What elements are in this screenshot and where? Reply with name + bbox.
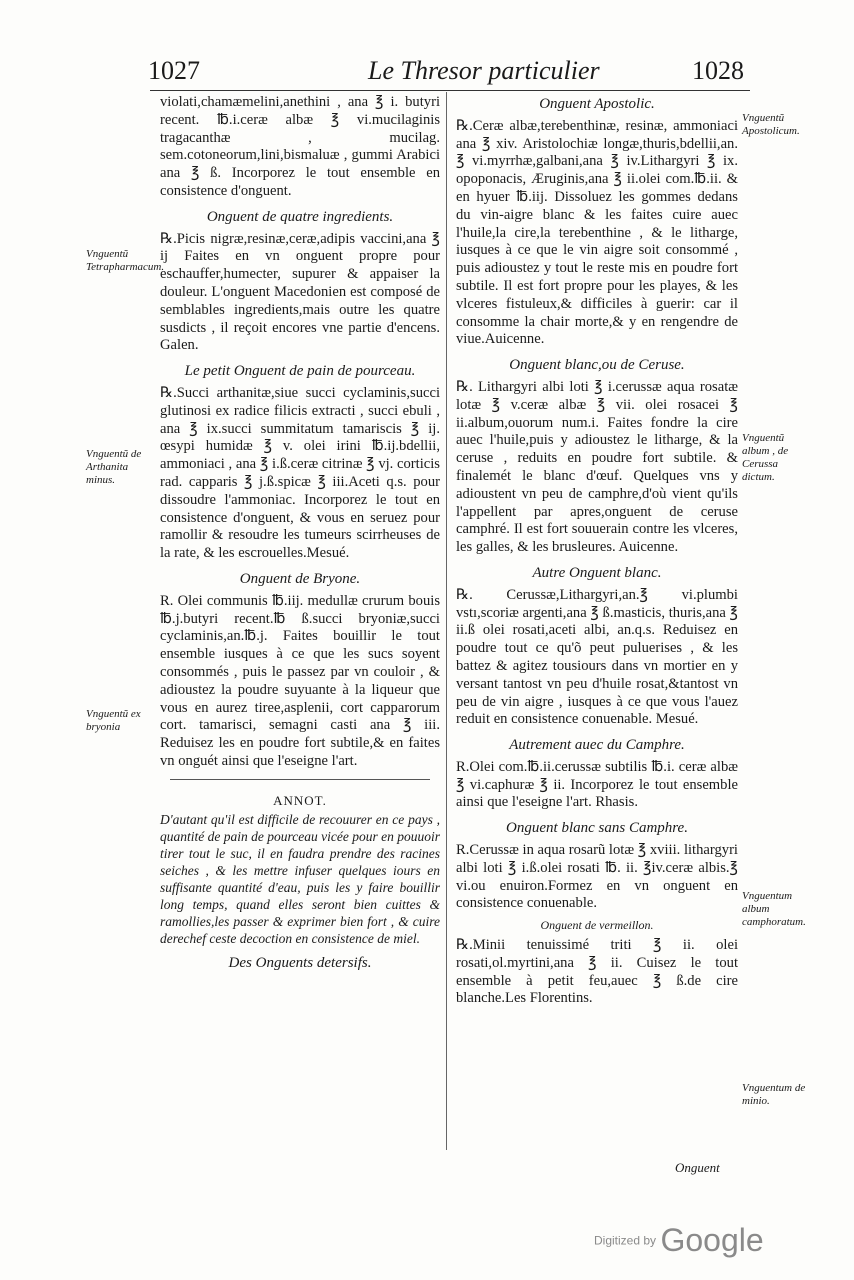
- recipe-camphre: R.Olei com.℔.ii.cerussæ subtilis ℔.i. ceræ albæ ℥ vi.caphuræ ℥ ii. Incorporez le tout ensemble ainsi que l'eseigne l'art. Rhasis.: [456, 758, 738, 811]
- heading-autre-blanc: Autre Onguent blanc.: [532, 564, 662, 581]
- margin-note-apostolicum: Vnguentũ Apostolicum.: [742, 112, 800, 137]
- heading-apostolic: Onguent Apostolic.: [539, 96, 655, 112]
- digitized-watermark: [594, 1222, 764, 1259]
- catchword: Onguent: [675, 1160, 720, 1175]
- heading-sans-camphre: Onguent blanc sans Camphre.: [506, 820, 688, 837]
- heading-camphre: Autrement auec du Camphre.: [509, 737, 685, 754]
- recipe-apostolic: ℞.Ceræ albæ,terebenthinæ, resinæ, ammoniaci ana ℥ xiv. Aristolochiæ longæ,thuris,bdellii,an. ℥ vi.myrrhæ,galbani,ana ℥ iv.Lithargyri ℥ ix. opoponacis, Æruginis,ana ℥ ii.olei com.℔.ii. & en hyuer ℔.iij. Dissoluez les gommes dedans du vin-aigre blanc & les faites cuire auec l'huile,la cire,la terebenthine , & le litharge, iusques à ce que le vin aigre soit consommé , puis adioustez y tout le reste mis en poudre fort subtile. Il est fort propre pour les playes, & les vlceres fistuleux,& difficiles à guerir: car il consomme la chair morte,& y en rengendre de viue.Auicenne.: [456, 117, 738, 348]
- right-column: [456, 94, 738, 1012]
- margin-note-camphoratum: Vnguentum album camphoratum.: [742, 890, 806, 928]
- heading-pain-de-pourceau: Le petit Onguent de pain de pourceau.: [184, 363, 416, 380]
- page-number-right: 1028: [692, 56, 744, 85]
- annotation-title: ANNOT.: [273, 792, 327, 808]
- heading-quatre-ingredients: Onguent de quatre ingredients.: [206, 208, 394, 225]
- column-divider: [446, 92, 447, 1150]
- margin-note-arthanita: Vnguentũ de Arthanita minus.: [86, 448, 142, 486]
- watermark-brand: Google: [660, 1222, 764, 1258]
- page-number-left: 1027: [148, 56, 200, 85]
- heading-vermeillon: Onguent de vermeillon.: [540, 918, 654, 933]
- margin-note-bryonia: Vnguentũ ex bryonia: [86, 708, 141, 733]
- watermark-prefix: Digitized by: [594, 1233, 657, 1248]
- recipe-vermeillon: ℞.Minii tenuissimé triti ℥ ii. olei rosati,ol.myrtini,ana ℥ ii. Cuisez le tout ensemble à petit feu,auec ℥ ß.de cire blanche.Les Florentins.: [456, 937, 738, 1007]
- heading-bryone: Onguent de Bryone.: [239, 570, 361, 587]
- recipe-pain-de-pourceau: ℞.Succi arthanitæ,siue succi cyclaminis,succi glutinosi ex radice filicis extracti , succi ebuli , ana ℥ ix.succi summitatum tamariscis ℥ ij. œsypi humidæ ℥ v. olei irini ℔.ij.bdellii, ammoniaci , ana ℥ i.ß.ceræ citrinæ ℥ vj. corticis rad. capparis ℥ j.ß.spicæ ℥ iii.Aceti q.s. pour dissoudre l'ammoniac. Incorporez le tout en consistence d'onguent, & vous en seruez pour ramollir & resoudre les tumeurs scirrheuses de la rate, & les escrouelles.Mesué.: [160, 384, 440, 562]
- annotation-separator: [170, 779, 430, 780]
- recipe-continuation: violati,chamæmelini,anethini , ana ℥ i. butyri recent. ℔.i.ceræ albæ ℥ vi.mucilaginis tragacanthæ , mucilag. sem.cotoneorum,lini,bismaluæ , gummi Arabici ana ℥ ß. Incorporez le tout ensemble en consistence d'onguent.: [160, 94, 440, 199]
- recipe-sans-camphre: R.Cerussæ in aqua rosarũ lotæ ℥ xviii. lithargyri albi loti ℥ i.ß.olei rosati ℔. ii. ℥iv.ceræ albis.℥ vi.ou enuiron.Formez en vn onguent en consistence conuenable.: [456, 842, 738, 912]
- recipe-quatre-ingredients: ℞.Picis nigræ,resinæ,ceræ,adipis vaccini,ana ℥ ij Faites en vn onguent propre pour eschauffer,humecter, supurer & appaiser la douleur. L'onguent Macedonien est composé de semblables ingredients,mais outre les quatre susdicts , il reçoit encores vne partie d'encens. Galen.: [160, 230, 440, 354]
- header-rule: [150, 90, 750, 91]
- margin-note-tetrapharmacum: Vnguentũ Tetrapharmacum.: [86, 248, 165, 273]
- heading-blanc-ceruse: Onguent blanc,ou de Ceruse.: [509, 357, 685, 374]
- running-title: Le Thresor particulier: [368, 56, 600, 85]
- heading-onguents-detersifs: Des Onguents detersifs.: [228, 955, 372, 972]
- recipe-blanc-ceruse: ℞. Lithargyri albi loti ℥ i.cerussæ aqua rosatæ lotæ ℥ v.ceræ albæ ℥ vii. olei rosacei ℥ ii.album,ouorum num.i. Faites fondre la cire auec l'huile,puis y adioustez le litharge, & la ceruse , reduits en poudre fort subtile. & finalemét le blanc d'œuf. Quelques vns y adioustent vn peu de camphre,d'où vient qu'ils l'appellent par apres,onguent de ceruse camphré. Il est fort souuerain contre les vlceres, les galles, & les brusleures. Auicenne.: [456, 378, 738, 556]
- annotation-handwritten: D'autant qu'il est difficile de recouurer en ce pays , quantité de pain de pourceau vicée pour en pouuoir tirer tout le suc, il en faudra prendre des racines seiches , & les mettre infuser quelques iours en suffisante quantité d'eau, puis les y faire bouillir long temps, quand elles seront bien cuittes & ramollies,les passer & exprimer bien fort , & cuire derechef ceste decoction en consistence de miel.: [160, 812, 440, 947]
- margin-note-cerussa: Vnguentũ album , de Cerussa dictum.: [742, 432, 789, 483]
- recipe-autre-blanc: ℞. Cerussæ,Lithargyri,an.℥ vi.plumbi vstı,scoriæ argenti,ana ℥ ß.masticis, thuris,ana ℥ ii.ß olei rosati,aceti albi, an.q.s. Reduisez en poudre tout ce qu'õ peut puluerises , & les battez & agitez tousiours dans vn mortier en y versant tantost vn peu d'huile rosat,&tantost vn peu de vin aigre , iusques à ce que vous l'auez reduit en consistence conuenable. Mesué.: [456, 586, 738, 728]
- margin-note-minio: Vnguentum de minio.: [742, 1082, 806, 1107]
- left-column: [160, 94, 440, 977]
- recipe-bryone: R. Olei communis ℔.iij. medullæ crurum bouis ℔.j.butyri recent.℔ ß.succi bryoniæ,succi cyclaminis,an.℔.j. Faites bouillir le tout ensemble iusques à ce que les sucs soyent consommés , puis le passez par vn couloir , & adioustez la poudre suyuante à la liqueur que vous en aurez tiree,asplenii, cort capparorum cort. tamarisci, semagni casti ana ℥ iii. Reduisez les en poudre fort subtile,& en faites vn onguét ainsi que l'eseigne l'art.: [160, 592, 440, 769]
